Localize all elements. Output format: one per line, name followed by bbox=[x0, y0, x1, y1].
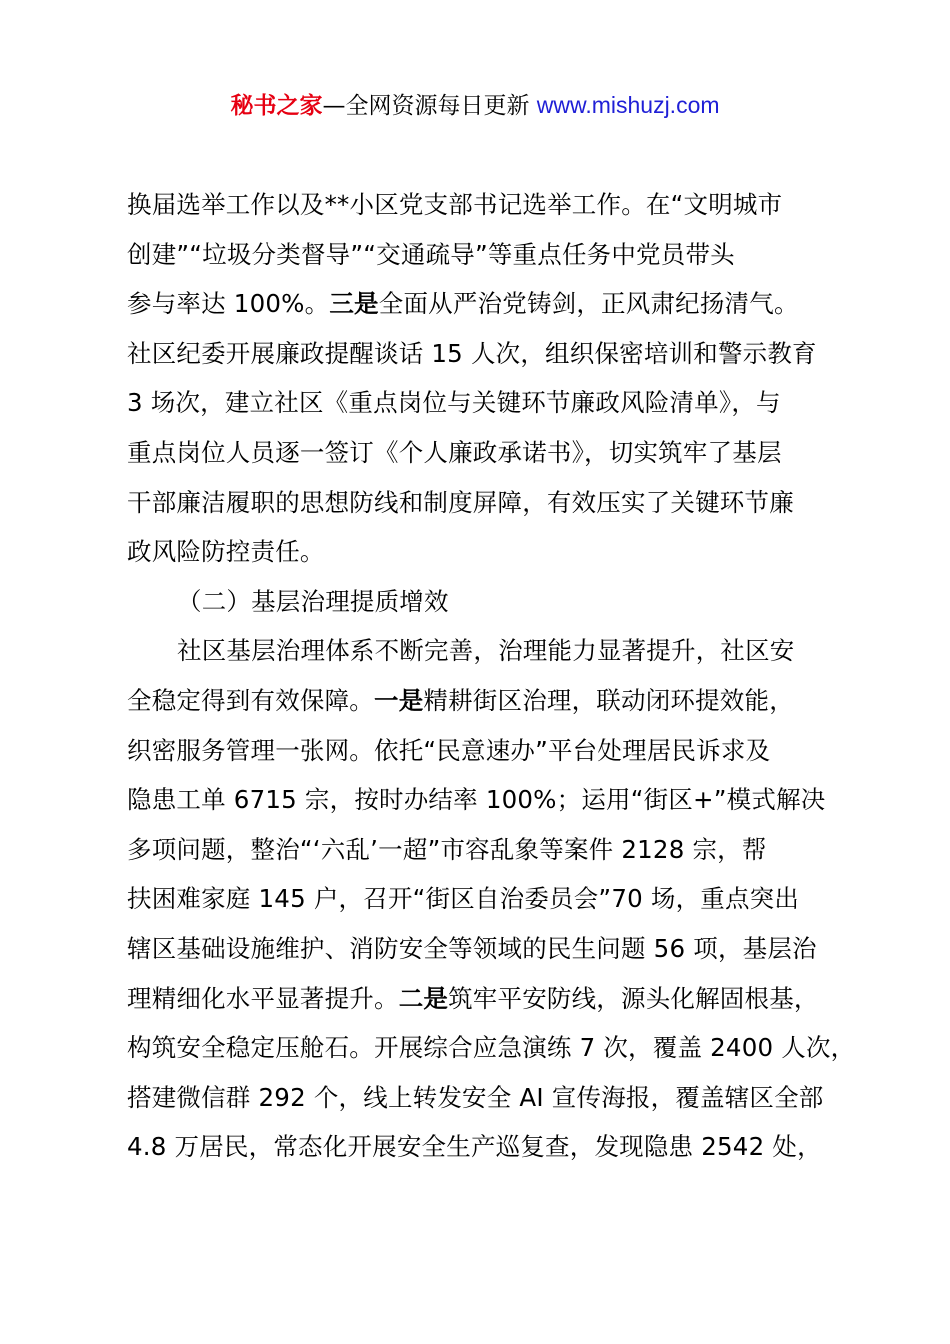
text-segment: 筑牢平安防线，源头化解固根基， bbox=[448, 983, 819, 1013]
text-segment: （二）基层治理提质增效 bbox=[177, 586, 449, 616]
text-line bbox=[127, 230, 847, 280]
text-segment: 辖区基础设施维护、消防安全等领域的民生问题 56 项，基层治 bbox=[127, 933, 817, 963]
text-segment: 搭建微信群 292 个，线上转发安全 AI 宣传海报，覆盖辖区全部 bbox=[127, 1082, 824, 1112]
text-line bbox=[127, 825, 847, 875]
website-url[interactable]: www.mishuzj.com bbox=[536, 92, 720, 118]
text-line bbox=[127, 279, 847, 329]
text-segment: 政风险防控责任。 bbox=[127, 537, 325, 567]
text-segment: 理精细化水平显著提升。 bbox=[127, 983, 399, 1013]
text-line bbox=[127, 874, 847, 924]
text-line bbox=[127, 329, 847, 379]
text-segment: 参与率达 100%。 bbox=[127, 289, 330, 319]
text-line bbox=[127, 1023, 856, 1073]
text-segment: 构筑安全稳定压舱石。开展综合应急演练 7 次，覆盖 2400 人次， bbox=[127, 1033, 856, 1063]
text-segment: 精耕街区治理，联动闭环提效能， bbox=[423, 685, 794, 715]
text-segment: 多项问题，整治“‘六乱’一超”市容乱象等案件 2128 宗，帮 bbox=[127, 834, 767, 864]
text-line bbox=[127, 626, 847, 676]
page-header bbox=[0, 88, 950, 123]
text-segment: 社区纪委开展廉政提醒谈话 15 人次，组织保密培训和警示教育 bbox=[127, 338, 817, 368]
text-line bbox=[127, 1073, 847, 1123]
text-line bbox=[127, 775, 847, 825]
text-segment: 全稳定得到有效保障。 bbox=[127, 685, 374, 715]
text-segment: 4.8 万居民，常态化开展安全生产巡复查，发现隐患 2542 处， bbox=[127, 1132, 822, 1162]
text-line bbox=[127, 726, 847, 776]
text-line bbox=[127, 1122, 847, 1172]
header-tagline: —全网资源每日更新 bbox=[322, 93, 530, 119]
text-segment: 社区基层治理体系不断完善，治理能力显著提升，社区安 bbox=[177, 636, 795, 666]
text-segment: 织密服务管理一张网。依托“民意速办”平台处理居民诉求及 bbox=[127, 735, 771, 765]
text-line bbox=[127, 478, 847, 528]
text-line bbox=[127, 924, 847, 974]
text-segment: 干部廉洁履职的思想防线和制度屏障，有效压实了关键环节廉 bbox=[127, 487, 794, 517]
bold-lead-phrase: 三是 bbox=[329, 289, 379, 319]
body-text bbox=[127, 180, 856, 1172]
text-segment: 重点岗位人员逐一签订《个人廉政承诺书》，切实筑牢了基层 bbox=[127, 437, 782, 467]
text-segment: 创建”“垃圾分类督导”“交通疏导”等重点任务中党员带头 bbox=[127, 239, 735, 269]
text-line bbox=[127, 676, 847, 726]
text-segment: 隐患工单 6715 宗，按时办结率 100%；运用“街区+”模式解决 bbox=[127, 785, 826, 815]
text-segment: 全面从严治党铸剑，正风肃纪扬清气。 bbox=[378, 289, 799, 319]
text-line bbox=[127, 428, 847, 478]
text-line bbox=[127, 378, 847, 428]
text-segment: 换届选举工作以及**小区党支部书记选举工作。在“文明城市 bbox=[127, 190, 783, 219]
bold-lead-phrase: 一是 bbox=[374, 685, 424, 715]
text-segment: 3 场次，建立社区《重点岗位与关键环节廉政风险清单》，与 bbox=[127, 388, 781, 418]
bold-lead-phrase: 二是 bbox=[398, 983, 449, 1013]
text-line bbox=[127, 180, 847, 230]
brand-name: 秘书之家 bbox=[230, 93, 323, 119]
text-line bbox=[127, 527, 847, 577]
text-line bbox=[127, 974, 847, 1024]
text-segment: 扶困难家庭 145 户，召开“街区自治委员会”70 场，重点突出 bbox=[127, 884, 800, 914]
text-line bbox=[127, 577, 847, 627]
